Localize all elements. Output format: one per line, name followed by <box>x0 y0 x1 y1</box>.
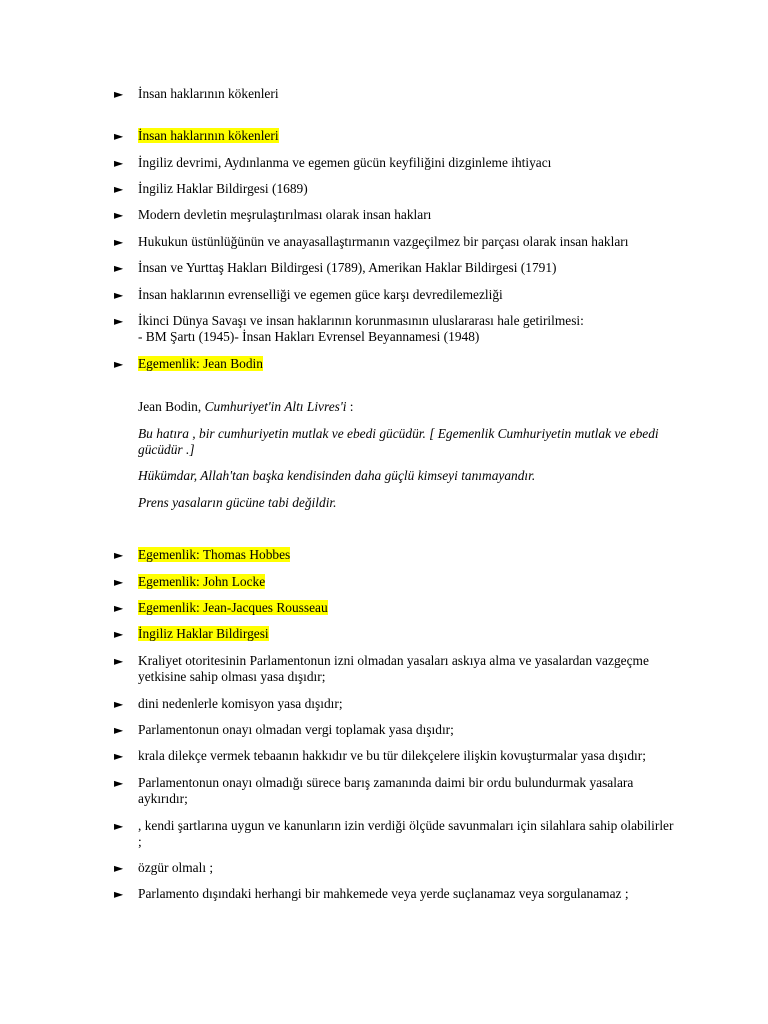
bullet-icon: ► <box>114 723 124 737</box>
bullet-icon: ► <box>114 288 124 302</box>
bullet-icon: ► <box>114 261 124 275</box>
bullet-icon: ► <box>114 156 124 170</box>
bullet-icon: ► <box>114 627 124 641</box>
citation-author: Jean Bodin, <box>138 399 205 414</box>
item-text: İngiliz Haklar Bildirgesi (1689) <box>138 181 308 196</box>
bullet-icon: ► <box>114 575 124 589</box>
bullet-icon: ► <box>114 357 124 371</box>
item-text: İnsan ve Yurttaş Hakları Bildirgesi (1789), Amerikan Haklar Bildirgesi (1791) <box>138 260 557 275</box>
list-item <box>114 860 674 876</box>
list-item <box>114 722 674 738</box>
item-text: , kendi şartlarına uygun ve kanunların izin verdiği ölçüde savunmaları için silahlara sahip olabilirler ; <box>138 818 674 849</box>
list-item <box>114 181 674 197</box>
item-subline: - BM Şartı (1945)- İnsan Hakları Evrensel Beyannamesi (1948) <box>138 329 480 344</box>
list-item <box>114 818 674 850</box>
list-item <box>114 287 674 303</box>
item-text: Parlamentonun onayı olmadığı sürece barış zamanında daimi bir ordu bulundurmak yasalara aykırıdır; <box>138 775 634 806</box>
bullet-icon: ► <box>114 697 124 711</box>
bullet-icon: ► <box>114 208 124 222</box>
list-item <box>114 260 674 276</box>
bodin-quote: Bu hatıra , bir cumhuriyetin mutlak ve ebedi gücüdür. [ Egemenlik Cumhuriyetin mutlak ve ebedi gücüdür .] <box>138 426 659 457</box>
highlighted-heading: İnsan haklarının kökenleri <box>138 128 279 143</box>
item-text: özgür olmalı ; <box>138 860 214 875</box>
bullet-icon: ► <box>114 314 124 328</box>
list-item <box>114 600 674 616</box>
item-text: Kraliyet otoritesinin Parlamentonun izni olmadan yasaları askıya alma ve yasalardan vazgeçme yetkisine sahip olması yasa dışıdır; <box>138 653 649 684</box>
list-item <box>114 574 674 590</box>
list-item <box>114 313 674 345</box>
list-item <box>114 86 674 102</box>
list-item <box>114 696 674 712</box>
bullet-icon: ► <box>114 861 124 875</box>
item-text: İnsan haklarının kökenleri <box>138 86 279 101</box>
list-item <box>114 128 674 144</box>
bodin-citation <box>138 399 668 415</box>
list-item <box>114 547 674 563</box>
item-text: krala dilekçe vermek tebaanın hakkıdır ve bu tür dilekçelere ilişkin kovuşturmalar yasa dışıdır; <box>138 748 646 763</box>
list-item <box>114 626 674 642</box>
bullet-icon: ► <box>114 182 124 196</box>
item-text: Modern devletin meşrulaştırılması olarak insan hakları <box>138 207 432 222</box>
bullet-icon: ► <box>114 749 124 763</box>
list-item <box>114 653 674 685</box>
highlighted-heading: Egemenlik: Thomas Hobbes <box>138 547 291 562</box>
item-text: Hukukun üstünlüğünün ve anayasallaştırmanın vazgeçilmez bir parçası olarak insan hakları <box>138 234 629 249</box>
list-item <box>114 748 674 764</box>
bullet-icon: ► <box>114 235 124 249</box>
bullet-icon: ► <box>114 887 124 901</box>
citation-work: Cumhuriyet'in Altı Livres'i <box>204 399 347 414</box>
item-text: İkinci Dünya Savaşı ve insan haklarının korunmasının uluslararası hale getirilmesi: <box>138 313 584 328</box>
list-item <box>114 207 674 223</box>
highlighted-heading: Egemenlik: John Locke <box>138 574 266 589</box>
bullet-icon: ► <box>114 129 124 143</box>
bodin-quote: Hükümdar, Allah'tan başka kendisinden daha güçlü kimseyi tanımayandır. <box>138 468 536 483</box>
item-text: Parlamento dışındaki herhangi bir mahkemede veya yerde suçlanamaz veya sorgulanamaz ; <box>138 886 629 901</box>
list-item <box>114 775 674 807</box>
bullet-icon: ► <box>114 601 124 615</box>
bullet-icon: ► <box>114 548 124 562</box>
bullet-icon: ► <box>114 776 124 790</box>
highlighted-heading: Egemenlik: Jean-Jacques Rousseau <box>138 600 328 615</box>
list-item <box>114 356 674 372</box>
bullet-icon: ► <box>114 87 124 101</box>
citation-colon: : <box>346 399 354 414</box>
highlighted-heading: İngiliz Haklar Bildirgesi <box>138 626 269 641</box>
list-item <box>114 155 674 171</box>
bullet-icon: ► <box>114 654 124 668</box>
highlighted-heading: Egemenlik: Jean Bodin <box>138 356 263 371</box>
bodin-quote: Prens yasaların gücüne tabi değildir. <box>138 495 337 510</box>
list-item <box>114 886 674 902</box>
item-text: İnsan haklarının evrenselliği ve egemen güce karşı devredilemezliği <box>138 287 503 302</box>
item-text: dini nedenlerle komisyon yasa dışıdır; <box>138 696 343 711</box>
item-text: Parlamentonun onayı olmadan vergi toplamak yasa dışıdır; <box>138 722 454 737</box>
bullet-icon: ► <box>114 819 124 833</box>
item-text: İngiliz devrimi, Aydınlanma ve egemen gücün keyfiliğini dizginleme ihtiyacı <box>138 155 552 170</box>
list-item <box>114 234 674 250</box>
